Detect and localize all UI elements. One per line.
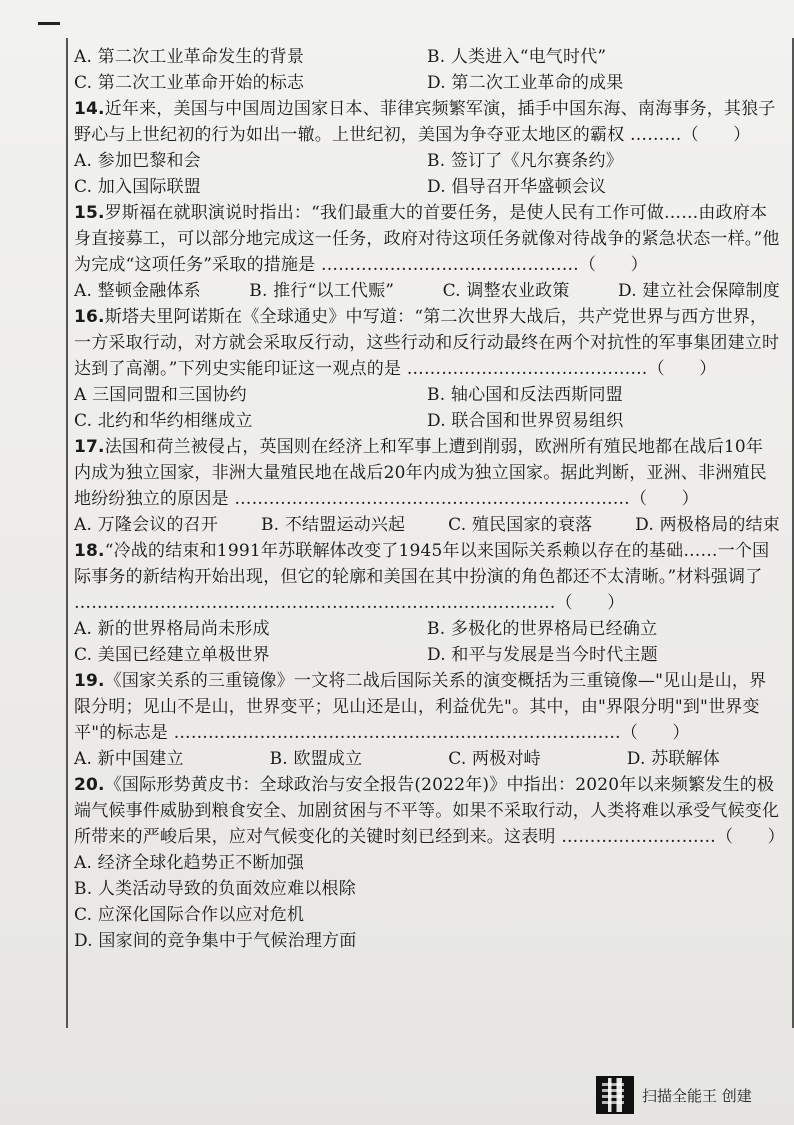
qr-code-icon (596, 1076, 634, 1114)
option-b[interactable]: B. 签订了《凡尔赛条约》 (427, 151, 623, 171)
question-list (74, 44, 785, 954)
page-corner-mark (38, 22, 60, 25)
question-number: 20. (74, 775, 105, 795)
option-d[interactable]: D. 苏联解体 (626, 749, 720, 769)
option-b[interactable]: B. 轴心国和反法西斯同盟 (427, 385, 623, 405)
option-c[interactable]: C. 美国已经建立单极世界 (74, 645, 270, 665)
option-d[interactable]: D. 联合国和世界贸易组织 (427, 411, 624, 431)
option-d[interactable]: D. 和平与发展是当今时代主题 (427, 645, 658, 665)
option-b[interactable]: B. 多极化的世界格局已经确立 (427, 619, 658, 639)
option-b[interactable]: B. 人类活动导致的负面效应难以根除 (74, 879, 356, 899)
question-options (74, 746, 780, 772)
q13-options (74, 44, 780, 96)
option-a[interactable]: A. 整顿金融体系 (74, 281, 201, 301)
question-number: 14. (74, 99, 105, 119)
option-a[interactable]: A. 经济全球化趋势正不断加强 (74, 853, 305, 873)
question-text: 斯塔夫里阿诺斯在《全球通史》中写道：“第二次世界大战后，共产党世界与西方世界，一方采取行动，对方就会采取反行动，这些行动和反行动最终在两个对抗性的军事集团建立时达到了高潮。”下列史实能印证这一观点的是 ……………………………………（ ） (74, 307, 780, 379)
question-number: 19. (74, 671, 105, 691)
question-19 (74, 668, 780, 772)
question-options (74, 382, 780, 434)
question-16 (74, 304, 780, 434)
option-b[interactable]: B. 不结盟运动兴起 (260, 515, 406, 535)
option-a[interactable]: A. 新的世界格局尚未形成 (74, 619, 270, 639)
q13-option-a[interactable]: A. 第二次工业革命发生的背景 (74, 47, 305, 67)
option-a[interactable]: A. 新中国建立 (74, 749, 184, 769)
question-text: 罗斯福在就职演说时指出：“我们最重大的首要任务，是使人民有工作可做……由政府本身直接募工，可以部分地完成这一任务，政府对待这项任务就像对待战争的紧急状态一样。”他为完成“这项任务”采取的措施是 ………………………………………（ ） (74, 203, 780, 275)
question-stem (74, 96, 780, 148)
question-number: 17. (74, 437, 105, 457)
question-number: 18. (74, 541, 105, 561)
option-d[interactable]: D. 倡导召开华盛顿会议 (427, 177, 607, 197)
question-number: 15. (74, 203, 105, 223)
question-stem (74, 772, 785, 850)
q13-option-d[interactable]: D. 第二次工业革命的成果 (427, 73, 624, 93)
option-a[interactable]: A. 参加巴黎和会 (74, 151, 201, 171)
option-c[interactable]: C. 两极对峙 (448, 749, 541, 769)
question-stem (74, 434, 780, 512)
option-c[interactable]: C. 应深化国际合作以应对危机 (74, 905, 305, 925)
question-options (74, 512, 780, 538)
question-stem (74, 200, 780, 278)
option-c[interactable]: C. 北约和华约相继成立 (74, 411, 253, 431)
option-d[interactable]: D. 两极格局的结束 (635, 515, 780, 535)
option-b[interactable]: B. 推行“以工代赈” (249, 281, 395, 301)
option-c[interactable]: C. 加入国际联盟 (74, 177, 202, 197)
question-18 (74, 538, 780, 668)
option-d[interactable]: D. 建立社会保障制度 (617, 281, 780, 301)
q13-option-b[interactable]: B. 人类进入“电气时代” (427, 47, 607, 67)
question-options (74, 278, 780, 304)
question-stem (74, 538, 780, 616)
question-20 (74, 772, 785, 954)
question-text: 《国家关系的三重镜像》一文将二战后国际关系的演变概括为三重镜像—"见山是山，界限分明；见山不是山，世界变平；见山还是山，利益优先"。其中，由"界限分明"到"世界变平"的标志是 ……………………………………………………………………（ ） (74, 671, 767, 743)
question-17 (74, 434, 780, 538)
option-b[interactable]: B. 欧盟成立 (269, 749, 363, 769)
question-text: 法国和荷兰被侵占，英国则在经济上和军事上遭到削弱，欧洲所有殖民地都在战后10年内成为独立国家，非洲大量殖民地在战后20年内成为独立国家。据此判断，亚洲、非洲殖民地纷纷独立的原因是 ……………………………………………………………（ ） (74, 437, 767, 509)
option-c[interactable]: C. 调整农业政策 (442, 281, 570, 301)
question-text: 《国际形势黄皮书：全球政治与安全报告(2022年)》中指出：2020年以来频繁发生的极端气候事件威胁到粮食安全、加剧贫困与不平等。如果不采取行动，人类将难以承受气候变化所带来的严峻后果，应对气候变化的关键时刻已经到来。这表明 ………………………（ ） (74, 775, 785, 847)
question-text: 近年来，美国与中国周边国家日本、菲律宾频繁军演，插手中国东海、南海事务，其狼子野心与上世纪初的行为如出一辙。上世纪初，美国为争夺亚太地区的霸权 ………（ ） (74, 99, 776, 145)
option-a[interactable]: A. 万隆会议的召开 (74, 515, 219, 535)
question-options (74, 148, 780, 200)
scanner-watermark (596, 1076, 752, 1114)
question-stem (74, 304, 780, 382)
question-number: 16. (74, 307, 105, 327)
question-options (74, 616, 780, 668)
question-15 (74, 200, 780, 304)
watermark-label: 扫描全能王 创建 (642, 1086, 752, 1105)
question-text: “冷战的结束和1991年苏联解体改变了1945年以来国际关系赖以存在的基础……一个国际事务的新结构开始出现，但它的轮廓和美国在其中扮演的角色都还不太清晰。”材料强调了 …………………………………………………………………………（ ） (74, 541, 770, 613)
question-stem (74, 668, 780, 746)
q13-option-c[interactable]: C. 第二次工业革命开始的标志 (74, 73, 305, 93)
option-a[interactable]: A 三国同盟和三国协约 (74, 385, 247, 405)
question-14 (74, 96, 780, 200)
option-c[interactable]: C. 殖民国家的衰落 (448, 515, 593, 535)
option-d[interactable]: D. 国家间的竞争集中于气候治理方面 (74, 931, 357, 951)
